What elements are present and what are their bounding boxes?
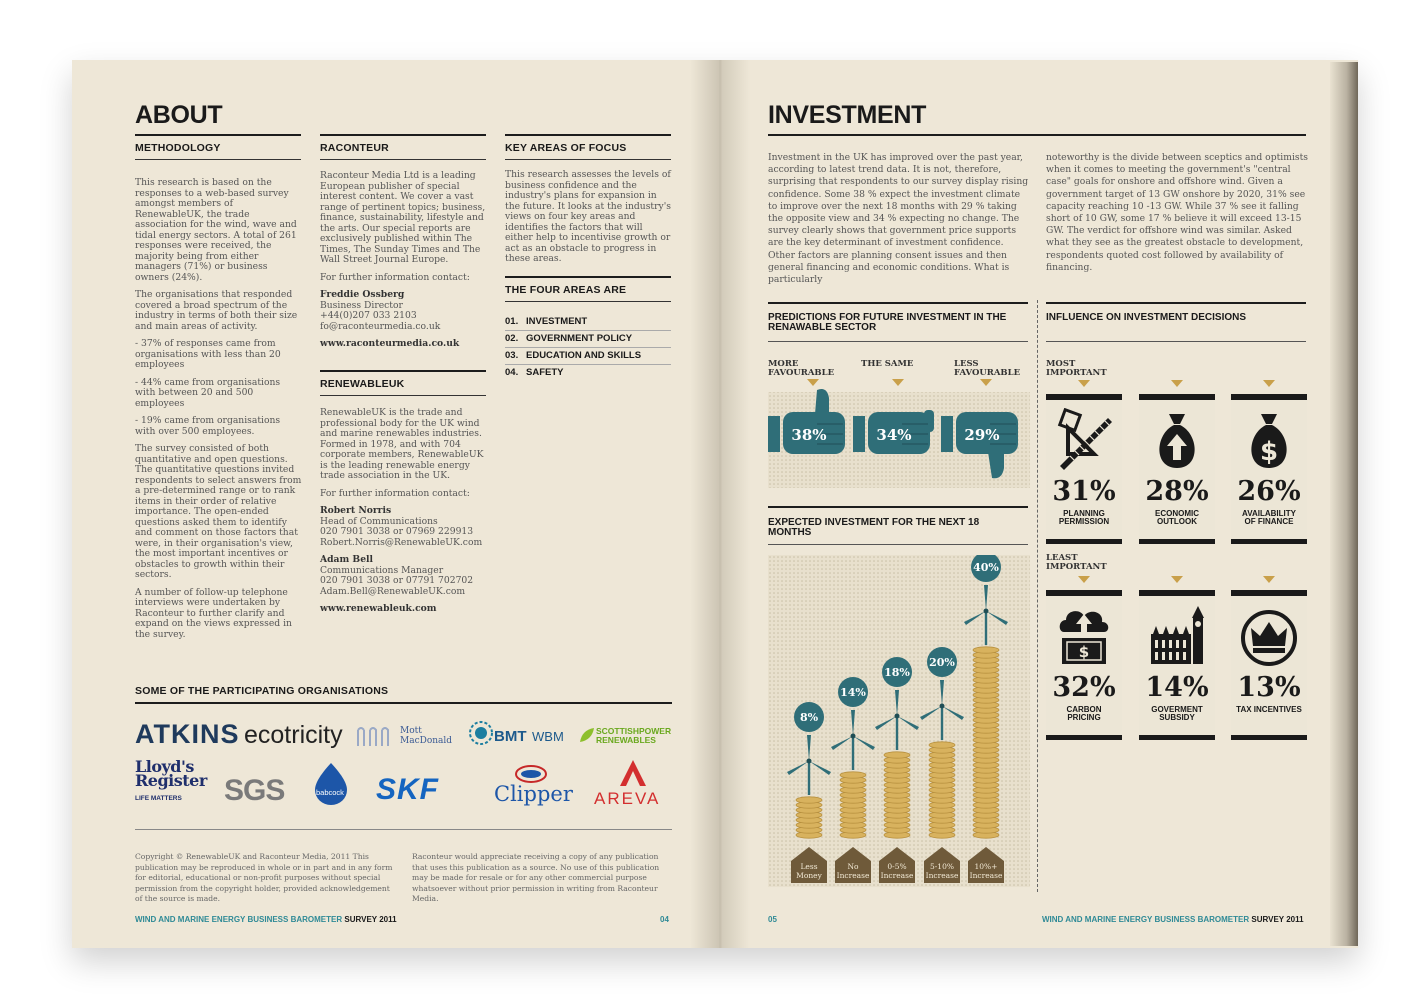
footer-title: WIND AND MARINE ENERGY BUSINESS BAROMETER SURVEY 2011: [1042, 915, 1304, 924]
chart-rule: [768, 341, 1028, 342]
coin-stack: [796, 797, 822, 838]
card-percent: 28%: [1145, 476, 1209, 507]
pointer-triangle: [980, 379, 992, 386]
renewableuk-text: [320, 408, 488, 615]
babcock-logo: [313, 762, 349, 806]
raconteur-text: [320, 171, 488, 350]
wbm-text: WBM: [532, 729, 564, 744]
card-top-bar: [1046, 394, 1122, 400]
value-label: 29%: [964, 426, 1000, 444]
card-bottom-bar: [1046, 539, 1122, 544]
category-line: Increase: [925, 871, 959, 880]
areas-list: [505, 314, 671, 381]
pointer-triangle: [1078, 380, 1090, 387]
scottishpower-logo: [578, 726, 674, 748]
renewableuk-heading: RENEWABLEUK: [320, 378, 405, 390]
card-bottom-bar: [1046, 735, 1122, 740]
section-rule: [135, 702, 672, 704]
paragraph: This research is based on the responses to a web-based survey amongst members of RenewableUK, the trade association for the wind, wave and tidal energy sectors. A total of 261 responses were received, the majority being from either managers (71%) or business owners (24%).: [135, 177, 297, 283]
card-label: CARBON: [1066, 705, 1102, 714]
clipper-text: Clipper: [494, 782, 573, 806]
coin-stack: [840, 772, 866, 838]
section-rule: [505, 301, 671, 302]
influence-card: [1046, 394, 1122, 544]
orgs-heading: SOME OF THE PARTICIPATING ORGANISATIONS: [135, 685, 389, 697]
section-rule: [505, 159, 671, 160]
predictions-title: PREDICTIONS FOR FUTURE INVESTMENT IN THE RENAWABLE SECTOR: [768, 312, 1007, 333]
card-bottom-bar: [1139, 735, 1215, 740]
least-important-label: LEAST IMPORTANT: [1046, 553, 1107, 572]
clipper-oval-icon: [514, 764, 548, 784]
predictions-chart: [768, 378, 1030, 498]
svg-text:$: $: [1259, 437, 1279, 467]
value-label: 18%: [884, 666, 910, 679]
category-line: 10%+: [974, 862, 998, 871]
column-divider: [1037, 300, 1038, 892]
page-number: 04: [660, 915, 669, 924]
intro-text: noteworthy is the divide between sceptics and optimists when it comes to meeting the government's "central case" goals for onshore and offshore wind. Given a government target of 13 GW onshore by 2020, 31% see capacity reaching 10 -13 GW. While 37 % see it falling short of 10 GW, some 17 % believe it will exceed 13-15 GW. The verdict for offshore wind was similar. Asked what they see as the greatest obstacle to development, respondents quoted cost followed by availability of financing.: [1046, 152, 1309, 273]
carbon-cloud-icon: [1054, 604, 1114, 668]
card-top-bar: [1231, 394, 1307, 400]
expected-title: EXPECTED INVESTMENT FOR THE NEXT 18 MONTHS: [768, 517, 980, 538]
methodology-heading: METHODOLOGY: [135, 142, 221, 154]
coin-stack: [884, 752, 910, 838]
leaf-icon: [578, 726, 596, 744]
list-item: 01. INVESTMENT: [505, 314, 671, 331]
section-rule: [320, 395, 486, 396]
crown-icon: [1239, 604, 1299, 668]
pointer-triangle: [807, 379, 819, 386]
copyright-text: Copyright © RenewableUK and Raconteur Media, 2011 This publication may be reproduced in whole or in part and in any form for editorial, educational or non-profit purposes without special permission from the copyright holder, provided acknowledgement of the source is made.: [135, 852, 393, 903]
contact-email: fo@raconteurmedia.co.uk: [320, 320, 441, 332]
chart-rule: [768, 544, 1028, 545]
title-rule: [505, 134, 671, 136]
contact-phone: 020 7901 3038 or 07969 229913: [320, 526, 474, 537]
mott-macdonald-logo: [356, 724, 452, 750]
pointer-triangle: [1263, 380, 1275, 387]
contact-role: Business Director: [320, 299, 403, 311]
bmt-globe-icon: [468, 720, 494, 746]
paragraph: RenewableUK is the trade and professional body for the UK wind and marine renewables industries. Formed in 1978, and with 704 corporate members, RenewableUK is the leading renewable energy trade association in the UK.: [320, 407, 484, 481]
card-label: SUBSIDY: [1159, 713, 1195, 722]
babcock-drop-icon: [313, 762, 349, 806]
card-label: OUTLOOK: [1157, 517, 1197, 526]
card-label: GOVERMENT: [1151, 705, 1203, 714]
paragraph: - 44% came from organisations with between 20 and 500 employees: [135, 376, 281, 409]
expected-investment-chart: [768, 555, 1030, 887]
raconteur-heading: RACONTEUR: [320, 142, 389, 154]
title-rule: [768, 134, 1306, 136]
coin-stack: [973, 647, 999, 838]
category-line: Increase: [969, 871, 1003, 880]
category-line: Less: [800, 862, 818, 871]
babcock-text: babcock: [316, 788, 344, 797]
money-bag-arrow-icon: [1147, 408, 1207, 472]
lloyds-line1: Lloyd's: [135, 757, 194, 776]
card-label: PLANNING: [1063, 509, 1105, 518]
ruler-pencil-icon: [1054, 408, 1114, 472]
card-top-bar: [1231, 590, 1307, 596]
category-line: Increase: [836, 871, 870, 880]
mott-line1: Mott: [400, 726, 422, 736]
chart-rule: [1046, 341, 1306, 342]
page-title-about: ABOUT: [135, 101, 223, 129]
card-label: PERMISSION: [1058, 517, 1110, 526]
card-label: ECONOMIC: [1155, 509, 1199, 518]
copyright-text: Raconteur would appreciate receiving a copy of any publication that uses this publication as a source. No use of this publication may be made for resale or for any other commercial purpose whatsoever without prior permission in writing from Raconteur Media.: [412, 852, 660, 903]
chart-rule: [768, 506, 1028, 508]
mott-line2: MacDonald: [400, 736, 453, 746]
focus-text: This research assesses the levels of business confidence and the industry's plans for expansion in the future. It looks at the industry's views on four key areas and identifies the factors that will either help to incentivise growth or act as an obstacle to progress in these areas.: [505, 169, 671, 264]
influence-card: [1139, 394, 1215, 544]
category-line: No: [847, 862, 859, 871]
card-label: PRICING: [1067, 713, 1101, 722]
chart-rule: [768, 302, 1028, 304]
contact-role: Communications Manager: [320, 564, 444, 576]
money-bag-dollar-icon: [1239, 408, 1299, 472]
contact-intro: For further information contact:: [320, 271, 470, 283]
value-label: 14%: [840, 686, 866, 699]
section-rule: [505, 276, 671, 278]
card-percent: 26%: [1237, 476, 1301, 507]
card-percent: 32%: [1052, 672, 1116, 703]
section-rule: [320, 159, 486, 160]
card-label: AVAILABILITY: [1242, 509, 1296, 518]
contact-name: Adam Bell: [320, 554, 374, 565]
section-rule: [320, 370, 486, 372]
areva-text: AREVA: [594, 789, 661, 808]
paragraph: - 37% of responses came from organisations with less than 20 employees: [135, 338, 281, 370]
card-bottom-bar: [1231, 539, 1307, 544]
svg-text:$: $: [1078, 643, 1090, 661]
lloyds-line2: Register: [135, 771, 207, 790]
skf-logo: SKF: [376, 773, 439, 806]
category-line: 5-10%: [930, 862, 954, 871]
card-top-bar: [1139, 590, 1215, 596]
spread-gutter: [690, 60, 750, 948]
focus-heading: KEY AREAS OF FOCUS: [505, 142, 627, 154]
value-label: 20%: [929, 656, 955, 669]
card-percent: 14%: [1145, 672, 1209, 703]
section-rule: [135, 829, 672, 830]
card-top-bar: [1139, 394, 1215, 400]
scottish-line1: SCOTTISHPOWER: [596, 726, 672, 736]
four-areas-heading: THE FOUR AREAS ARE: [505, 284, 627, 296]
paragraph: - 19% came from organisations with over 500 employees.: [135, 415, 281, 437]
atkins-logo: ATKINS: [135, 719, 240, 749]
value-label: 8%: [799, 711, 819, 724]
category-line: 0-5%: [887, 862, 907, 871]
lloyds-tagline: LIFE MATTERS: [135, 795, 182, 802]
scottish-line2: RENEWABLES: [596, 735, 656, 745]
page-title-investment: INVESTMENT: [768, 101, 927, 129]
paragraph: Raconteur Media Ltd is a leading European publisher of special interest content. We cover a vast range of pertinent topics; business, finance, sustainability, lifestyle and the arts. Our special reports are exclusively published within The Times, The Sunday Times and The Wall Street Journal Europe.: [320, 170, 486, 265]
prediction-label: THE SAME: [861, 359, 914, 369]
website-link[interactable]: www.renewableuk.com: [320, 603, 437, 614]
sgs-logo: SGS: [224, 774, 285, 807]
paragraph: The survey consisted of both quantitative and open questions. The quantitative questions invited respondents to select answers from a pre-determined range or to rank items in their order of relative importance. The open-ended questions asked them to identify and comment on those factors that were, in their organisation's view, the most important incentives or obstacles to growth within their sectors.: [135, 443, 302, 580]
contact-role: Head of Communications: [320, 515, 438, 527]
card-bottom-bar: [1139, 539, 1215, 544]
value-label: 40%: [973, 561, 999, 574]
contact-phone: 020 7901 3038 or 07791 702702: [320, 575, 474, 586]
methodology-text: [135, 178, 303, 647]
areva-logo: [594, 760, 674, 808]
footer-title: WIND AND MARINE ENERGY BUSINESS BAROMETER SURVEY 2011: [135, 915, 397, 924]
card-percent: 13%: [1237, 672, 1301, 703]
section-rule: [135, 159, 301, 160]
contact-phone: +44(0)207 033 2103: [320, 310, 417, 321]
lloyds-register-logo: [135, 757, 207, 808]
category-line: Money: [796, 871, 822, 880]
website-link[interactable]: www.raconteurmedia.co.uk: [320, 338, 460, 349]
contact-name: Freddie Ossberg: [320, 289, 405, 300]
value-label: 34%: [876, 426, 912, 444]
pointer-triangle: [1171, 380, 1183, 387]
influence-card: [1139, 590, 1215, 740]
paragraph: A number of follow-up telephone interviews were undertaken by Raconteur to further clarify and expand on the views expressed in the survey.: [135, 586, 292, 640]
chart-rule: [1046, 302, 1306, 304]
page-number: 05: [768, 915, 777, 924]
prediction-label: MORE FAVOURABLE: [768, 359, 835, 378]
paragraph: The organisations that responded covered a broad spectrum of the industry in terms of both their size and main areas of activity.: [135, 289, 298, 332]
bmt-wbm-logo: [468, 720, 568, 748]
parliament-icon: [1147, 604, 1207, 668]
clipper-logo: [494, 764, 574, 808]
mott-mark-icon: [356, 726, 396, 748]
pointer-triangle: [1078, 576, 1090, 583]
ecotricity-logo: ecotricity: [244, 721, 343, 749]
title-rule: [135, 134, 301, 136]
areva-a-icon: [616, 760, 650, 786]
prediction-label: LESS FAVOURABLE: [954, 359, 1021, 378]
card-top-bar: [1046, 590, 1122, 596]
pointer-triangle: [892, 379, 904, 386]
influence-card: [1231, 590, 1307, 740]
card-bottom-bar: [1231, 735, 1307, 740]
card-label: TAX INCENTIVES: [1236, 705, 1302, 714]
list-item: 02. GOVERNMENT POLICY: [505, 331, 671, 348]
influence-card: [1231, 394, 1307, 544]
coin-stack: [929, 742, 955, 838]
influence-title: INFLUENCE ON INVESTMENT DECISIONS: [1046, 312, 1247, 323]
influence-card: [1046, 590, 1122, 740]
card-percent: 31%: [1052, 476, 1116, 507]
contact-name: Robert Norris: [320, 505, 392, 516]
most-important-label: MOST IMPORTANT: [1046, 359, 1107, 378]
page-edge-right: [1330, 62, 1358, 946]
category-line: Increase: [880, 871, 914, 880]
list-item: 03. EDUCATION AND SKILLS: [505, 348, 671, 365]
value-label: 38%: [791, 426, 827, 444]
contact-intro: For further information contact:: [320, 487, 470, 499]
title-rule: [320, 134, 486, 136]
pointer-triangle: [1263, 576, 1275, 583]
list-item: 04. SAFETY: [505, 367, 564, 378]
bmt-text: BMT: [494, 728, 527, 745]
pointer-triangle: [1171, 576, 1183, 583]
card-label: OF FINANCE: [1244, 517, 1294, 526]
intro-text: Investment in the UK has improved over the past year, according to latest trend data. It is not, therefore, surprising that respondents to our survey display rising confidence. Some 38 % expect the investment climate to improve over the next 18 months with 29 % taking the opposite view and 34 % expecting no change. The survey clearly shows that government price supports are the key determinant of investment confidence. Other factors are planning consent issues and then general financing and economic conditions. What is particularly: [768, 152, 1029, 286]
contact-email: Robert.Norris@RenewableUK.com: [320, 536, 483, 548]
contact-email: Adam.Bell@RenewableUK.com: [320, 585, 466, 597]
